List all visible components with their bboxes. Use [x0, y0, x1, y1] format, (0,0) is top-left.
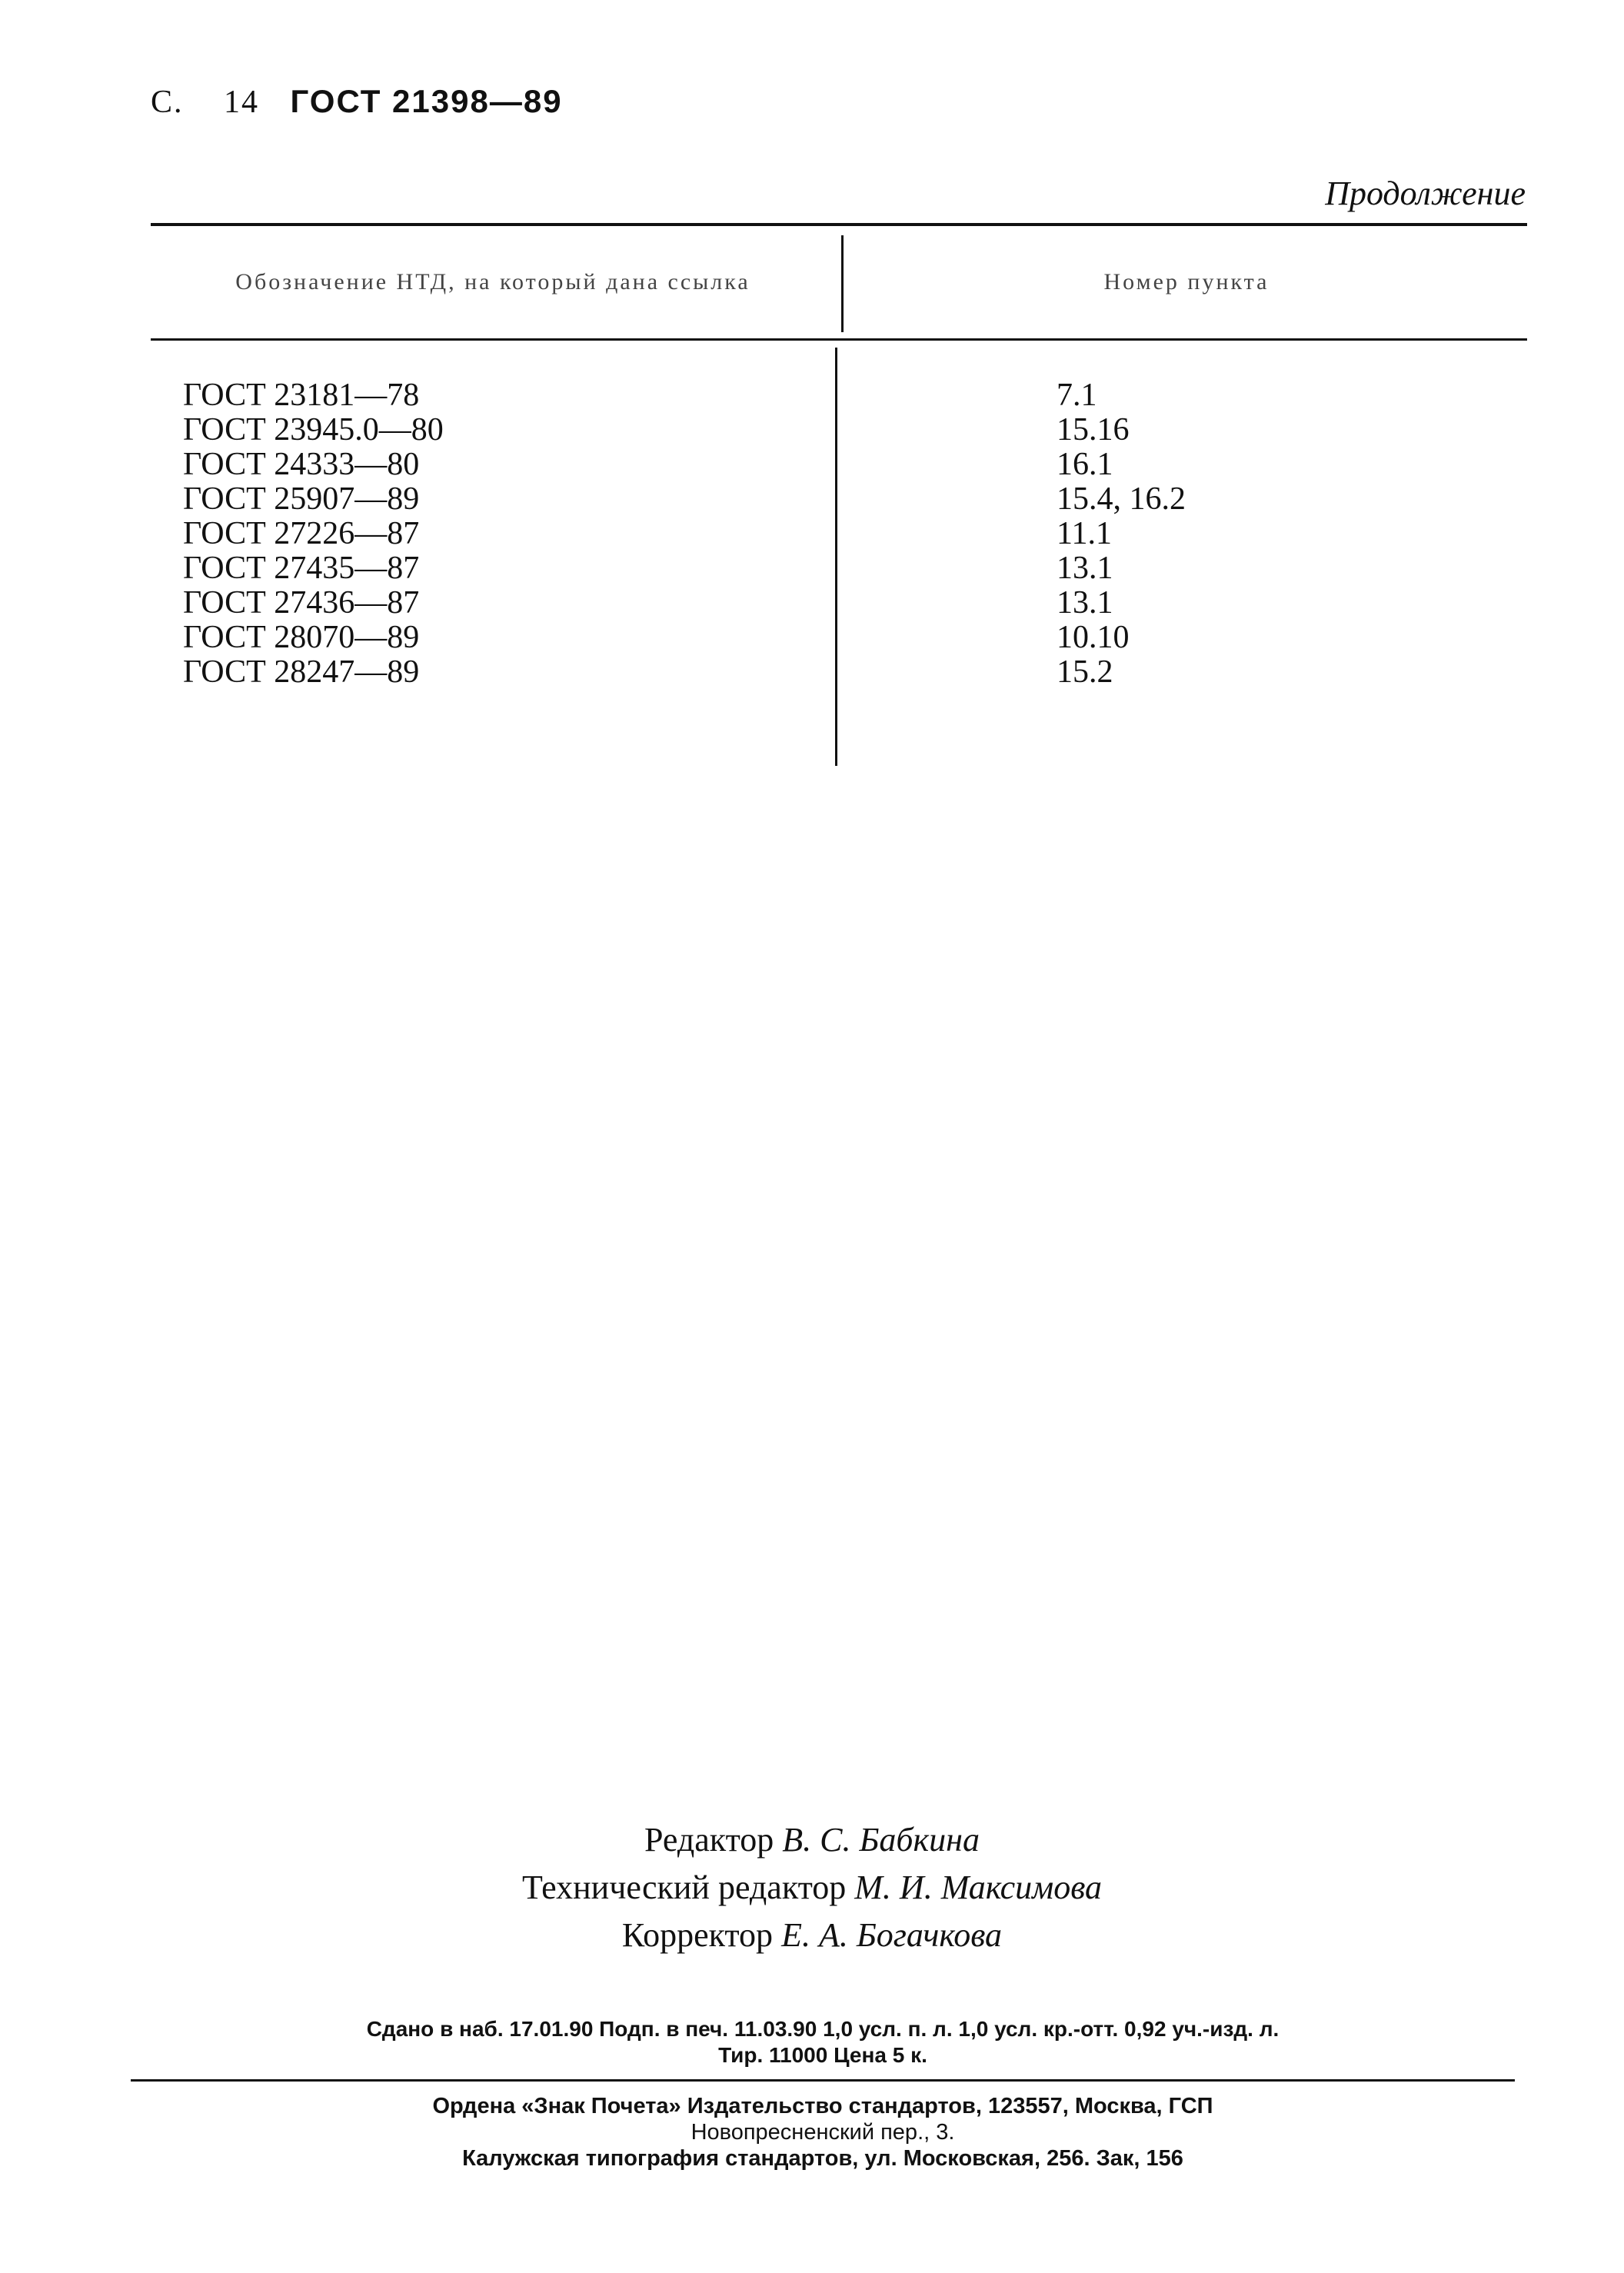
imprint-block [131, 2016, 1515, 2068]
table-body-divider [835, 348, 837, 766]
table-row-doc: ГОСТ 27436—87 [183, 585, 420, 621]
table-row-item: 13.1 [1057, 551, 1113, 586]
table-row-doc: ГОСТ 23945.0—80 [183, 412, 444, 448]
corrector-name: Е. А. Богачкова [781, 1916, 1003, 1954]
table-row-item: 10.10 [1057, 620, 1130, 655]
column-header-item: Номер пункта [1103, 269, 1270, 295]
table-row-item: 16.1 [1057, 447, 1113, 482]
table-row-item: 15.16 [1057, 412, 1130, 448]
table-row-item: 7.1 [1057, 378, 1097, 413]
publisher-block [131, 2093, 1515, 2171]
table-row-doc: ГОСТ 24333—80 [183, 447, 420, 482]
publisher-line-1: Ордена «Знак Почета» Издательство стандартов, 123557, Москва, ГСП [432, 2094, 1213, 2118]
publisher-line-2: Новопресненский пер., 3. [691, 2120, 955, 2145]
reference-column [183, 378, 444, 690]
credits-block [0, 1816, 1624, 1959]
table-row-doc: ГОСТ 23181—78 [183, 378, 420, 413]
table-row-doc: ГОСТ 25907—89 [183, 481, 420, 517]
table-row-doc: ГОСТ 27226—87 [183, 516, 420, 551]
editor-name: В. С. Бабкина [782, 1821, 980, 1859]
table-row-item: 11.1 [1057, 516, 1112, 551]
corrector-role: Корректор [621, 1916, 774, 1954]
table-row-item: 15.4, 16.2 [1057, 481, 1186, 517]
table-row-item: 15.2 [1057, 654, 1113, 690]
table-row-doc: ГОСТ 28070—89 [183, 620, 420, 655]
tech-editor-line [0, 1864, 1624, 1912]
page-number: 14 [224, 85, 260, 120]
imprint-rule [131, 2079, 1515, 2082]
continuation-label: Продолжение [1325, 175, 1526, 212]
table-row-item: 13.1 [1057, 585, 1113, 621]
page-header [151, 83, 563, 121]
table-top-rule [151, 223, 1527, 226]
tech-editor-role: Технический редактор [521, 1869, 847, 1906]
column-header-reference: Обозначение НТД, на который дана ссылка [235, 269, 750, 295]
table-row-doc: ГОСТ 27435—87 [183, 551, 420, 586]
item-column [1057, 378, 1186, 690]
corrector-line [0, 1912, 1624, 1959]
table-row-doc: ГОСТ 28247—89 [183, 654, 420, 690]
imprint-line-2: Тир. 11000 Цена 5 к. [718, 2043, 927, 2067]
page-prefix: С. [151, 85, 184, 120]
editor-role: Редактор [644, 1821, 774, 1859]
imprint-line-1: Сдано в наб. 17.01.90 Подп. в печ. 11.03.90 1,0 усл. п. л. 1,0 усл. кр.-отт. 0,92 уч.-изд. л. [366, 2017, 1280, 2041]
tech-editor-name: М. И. Максимова [854, 1869, 1103, 1906]
table-header-divider [841, 235, 844, 332]
document-code: ГОСТ 21398—89 [290, 83, 563, 119]
publisher-line-3: Калужская типография стандартов, ул. Московская, 256. Зак, 156 [462, 2146, 1183, 2171]
table-header-rule [151, 338, 1527, 341]
editor-line [0, 1816, 1624, 1864]
